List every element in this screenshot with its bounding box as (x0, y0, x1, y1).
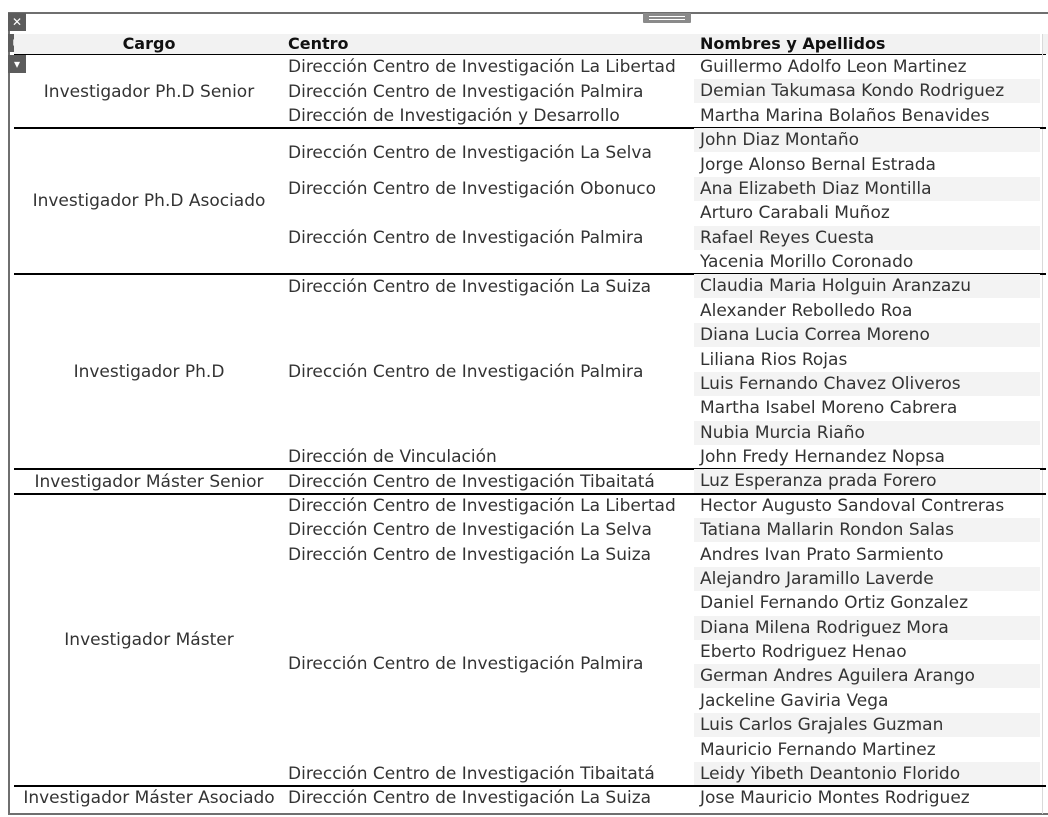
table-cell-nombre[interactable]: Jorge Alonso Bernal Estrada (700, 154, 936, 175)
table-cell-cargo[interactable]: Investigador Ph.D Senior (43, 81, 255, 102)
table-cell-nombre[interactable]: John Fredy Hernandez Nopsa (700, 447, 945, 467)
group-separator (14, 493, 1046, 495)
table-cell-nombre[interactable]: Claudia Maria Holguin Aranzazu (700, 276, 971, 297)
table-cell-nombre[interactable]: Alexander Rebolledo Roa (700, 300, 913, 321)
table-cell-cargo[interactable]: Investigador Máster Senior (34, 471, 264, 492)
table-cell-centro[interactable]: Dirección Centro de Investigación La Libertad (288, 495, 676, 516)
table-cell-nombre[interactable]: Guillermo Adolfo Leon Martinez (700, 57, 967, 77)
table-cell-nombre[interactable]: Luis Carlos Grajales Guzman (700, 715, 944, 736)
table-cell-centro[interactable]: Dirección Centro de Investigación Palmira (288, 227, 644, 248)
table-cell-centro[interactable]: Dirección Centro de Investigación La Suiza (288, 276, 652, 297)
column-header-cargo[interactable]: Cargo (122, 34, 176, 53)
table-cell-centro[interactable]: Dirección Centro de Investigación La Selva (288, 142, 652, 163)
table-cell-centro[interactable]: Dirección Centro de Investigación Palmira (288, 81, 644, 102)
table-cell-centro[interactable]: Dirección Centro de Investigación Palmira (288, 654, 644, 675)
table-cell-nombre[interactable]: Diana Milena Rodriguez Mora (700, 617, 949, 638)
table-cell-nombre[interactable]: Martha Isabel Moreno Cabrera (700, 398, 958, 419)
table-cell-nombre[interactable]: Jose Mauricio Montes Rodriguez (700, 788, 970, 809)
table-cell-nombre[interactable]: Ana Elizabeth Diaz Montilla (700, 178, 932, 199)
table-cell-centro[interactable]: Dirección Centro de Investigación La Libertad (288, 57, 676, 78)
table-cell-nombre[interactable]: Luis Fernando Chavez Oliveros (700, 373, 961, 394)
table-cell-nombre[interactable]: John Diaz Montaño (700, 130, 860, 151)
table-cell-cargo[interactable]: Investigador Ph.D Asociado (32, 191, 266, 212)
header-divider (14, 54, 1046, 55)
table-cell-nombre[interactable]: Martha Marina Bolaños Benavides (700, 105, 990, 126)
table-cell-nombre[interactable]: Nubia Murcia Riaño (700, 422, 865, 443)
table-cell-nombre[interactable]: Arturo Carabali Muñoz (700, 203, 890, 224)
close-icon[interactable]: ✕ (8, 13, 26, 31)
column-header-centro[interactable]: Centro (288, 34, 349, 53)
table-cell-centro[interactable]: Dirección de Investigación y Desarrollo (288, 105, 620, 126)
table-cell-centro[interactable]: Dirección Centro de Investigación La Suiza (288, 788, 652, 809)
table-cell-nombre[interactable]: Liliana Rios Rojas (700, 349, 848, 370)
menu-chevron-down-icon[interactable]: ▾ (8, 55, 26, 73)
table-cell-nombre[interactable]: Diana Lucia Correa Moreno (700, 325, 930, 346)
table-cell-cargo[interactable]: Investigador Máster (64, 630, 234, 650)
table-cell-centro[interactable]: Dirección Centro de Investigación Tibaitatá (288, 471, 655, 492)
table-cell-nombre[interactable]: Luz Esperanza prada Forero (700, 471, 937, 492)
table-cell-nombre[interactable]: Mauricio Fernando Martinez (700, 739, 936, 760)
table-cell-nombre[interactable]: Tatiana Mallarin Rondon Salas (700, 520, 955, 541)
table-cell-cargo[interactable]: Investigador Máster Asociado (23, 788, 275, 809)
table-cell-centro[interactable]: Dirección Centro de Investigación Obonuco (288, 179, 657, 200)
table-cell-nombre[interactable]: Demian Takumasa Kondo Rodriguez (700, 81, 1005, 102)
group-separator (14, 785, 1046, 787)
table-cell-centro[interactable]: Dirección Centro de Investigación Palmira (288, 361, 644, 382)
table-cell-nombre[interactable]: Eberto Rodriguez Henao (700, 642, 907, 662)
table-cell-nombre[interactable]: Leidy Yibeth Deantonio Florido (700, 763, 961, 784)
drag-handle[interactable] (643, 13, 691, 23)
table-cell-nombre[interactable]: Daniel Fernando Ortiz Gonzalez (700, 593, 969, 614)
table-cell-nombre[interactable]: Yacenia Morillo Coronado (700, 252, 914, 272)
table-cell-centro[interactable]: Dirección Centro de Investigación Tibaitatá (288, 764, 655, 785)
table-cell-nombre[interactable]: Rafael Reyes Cuesta (700, 227, 875, 248)
table-cell-centro[interactable]: Dirección Centro de Investigación La Selva (288, 520, 652, 541)
table-cell-nombre[interactable]: Alejandro Jaramillo Laverde (700, 568, 934, 589)
table-cell-nombre[interactable]: German Andres Aguilera Arango (700, 666, 975, 687)
extra-column (1042, 34, 1048, 814)
table-cell-nombre[interactable]: Hector Augusto Sandoval Contreras (700, 495, 1005, 516)
table-cell-centro[interactable]: Dirección Centro de Investigación La Suiza (288, 544, 652, 565)
column-header-nombres[interactable]: Nombres y Apellidos (700, 34, 886, 53)
table-cell-centro[interactable]: Dirección de Vinculación (288, 447, 497, 468)
table-cell-nombre[interactable]: Jackeline Gaviria Vega (700, 690, 889, 711)
table-cell-cargo[interactable]: Investigador Ph.D (73, 361, 225, 382)
table-cell-nombre[interactable]: Andres Ivan Prato Sarmiento (700, 544, 944, 565)
